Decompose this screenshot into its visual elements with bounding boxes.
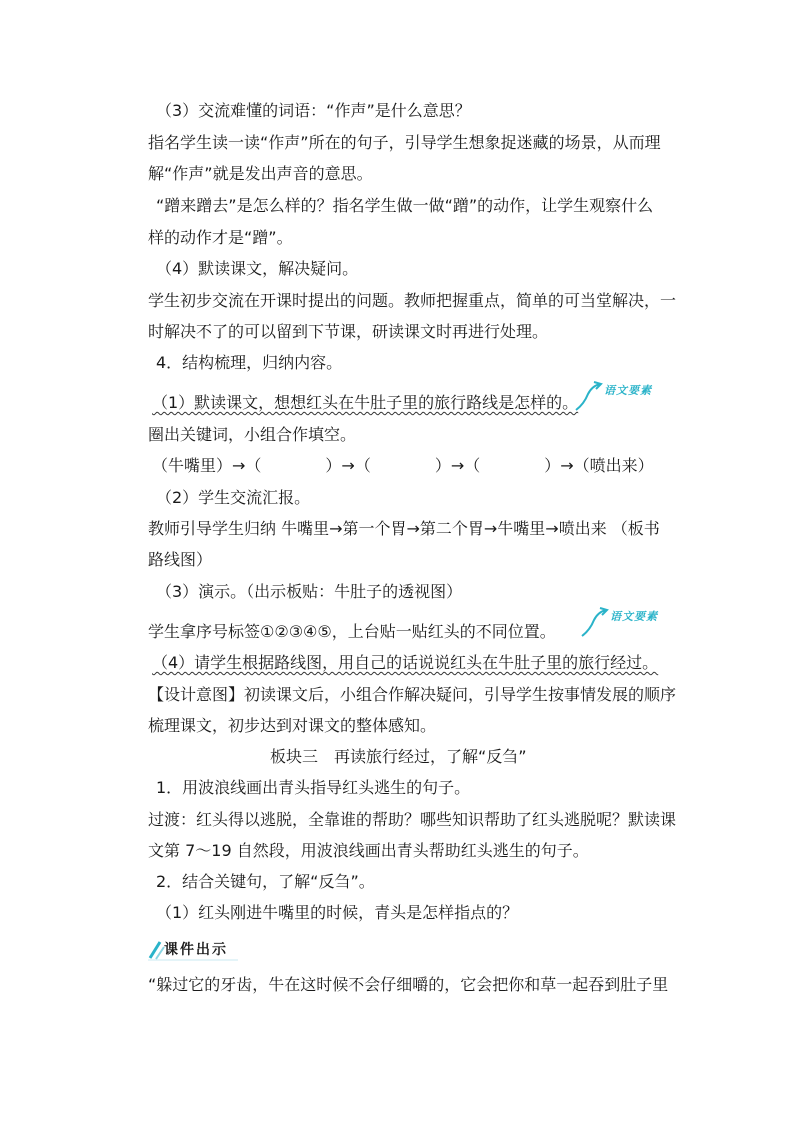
wavy-underlined-sentence: （1）默读课文，想想红头在牛肚子里的旅行路线是怎样的。 [152, 393, 579, 412]
text-line: 指名学生读一读“作声”所在的句子，引导学生想象捉迷藏的场景，从而理 [148, 133, 661, 152]
text-line: 文第 7～19 自然段，用波浪线画出青头帮助红头逃生的句子。 [148, 841, 589, 860]
text-line: 教师引导学生归纳 牛嘴里→第一个胃→第二个胃→牛嘴里→喷出来 （板书 [148, 519, 660, 538]
text-line: 梳理课文，初步达到对课文的整体感知。 [148, 716, 437, 735]
text-line: “蹭来蹭去”是怎么样的？指名学生做一做“蹭”的动作，让学生观察什么 [156, 196, 654, 215]
text-line: 过渡：红头得以逃脱，全靠谁的帮助？哪些知识帮助了红头逃脱呢？默读课 [148, 810, 677, 829]
text-line: 路线图） [148, 550, 213, 569]
text-line: 圈出关键词，小组合作填空。 [148, 425, 357, 444]
badge-label: 语文要素 [610, 610, 658, 623]
text-line: 学生拿序号标签①②③④⑤，上台贴一贴红头的不同位置。 [148, 622, 556, 641]
section-heading: 4．结构梳理，归纳内容。 [156, 353, 343, 372]
design-intent: 【设计意图】初读课文后，小组合作解决疑问，引导学生按事情发展的顺序 [148, 685, 677, 704]
quote-line: “躲过它的牙齿，牛在这时候不会仔细嚼的，它会把你和草一起吞到肚子里 [148, 975, 669, 994]
route-fill-blank: （牛嘴里）→（ ）→（ ）→（ ）→（喷出来） [152, 456, 654, 475]
text-line: 2．结合关键句，了解“反刍”。 [156, 872, 375, 891]
language-element-badge [580, 606, 690, 646]
language-element-badge [574, 380, 684, 420]
courseware-text: 课件出示 [164, 942, 228, 958]
text-line: 样的动作才是“蹭”。 [148, 228, 293, 247]
text-line: （2）学生交流汇报。 [156, 488, 311, 507]
section-heading: 板块三 再读旅行经过，了解“反刍” [270, 747, 527, 766]
badge-label: 语文要素 [604, 384, 652, 397]
wavy-underlined-sentence: （4）请学生根据路线图，用自己的话说说红头在牛肚子里的旅行经过。 [152, 653, 659, 672]
text-line: （3）交流难懂的词语：“作声”是什么意思？ [156, 101, 471, 120]
text-line: （4）默读课文，解决疑问。 [156, 259, 359, 278]
courseware-label [148, 936, 268, 962]
text-line: 学生初步交流在开课时提出的问题。教师把握重点，简单的可当堂解决，一 [148, 291, 677, 310]
text-line: 解“作声”就是发出声音的意思。 [148, 164, 373, 183]
text-line: （1）红头刚进牛嘴里的时候，青头是怎样指点的？ [156, 903, 519, 922]
text-line: 时解决不了的可以留到下节课，研读课文时再进行处理。 [148, 322, 549, 341]
text-line: 1．用波浪线画出青头指导红头逃生的句子。 [156, 778, 471, 797]
text-line: （3）演示。（出示板贴：牛肚子的透视图） [156, 582, 463, 601]
